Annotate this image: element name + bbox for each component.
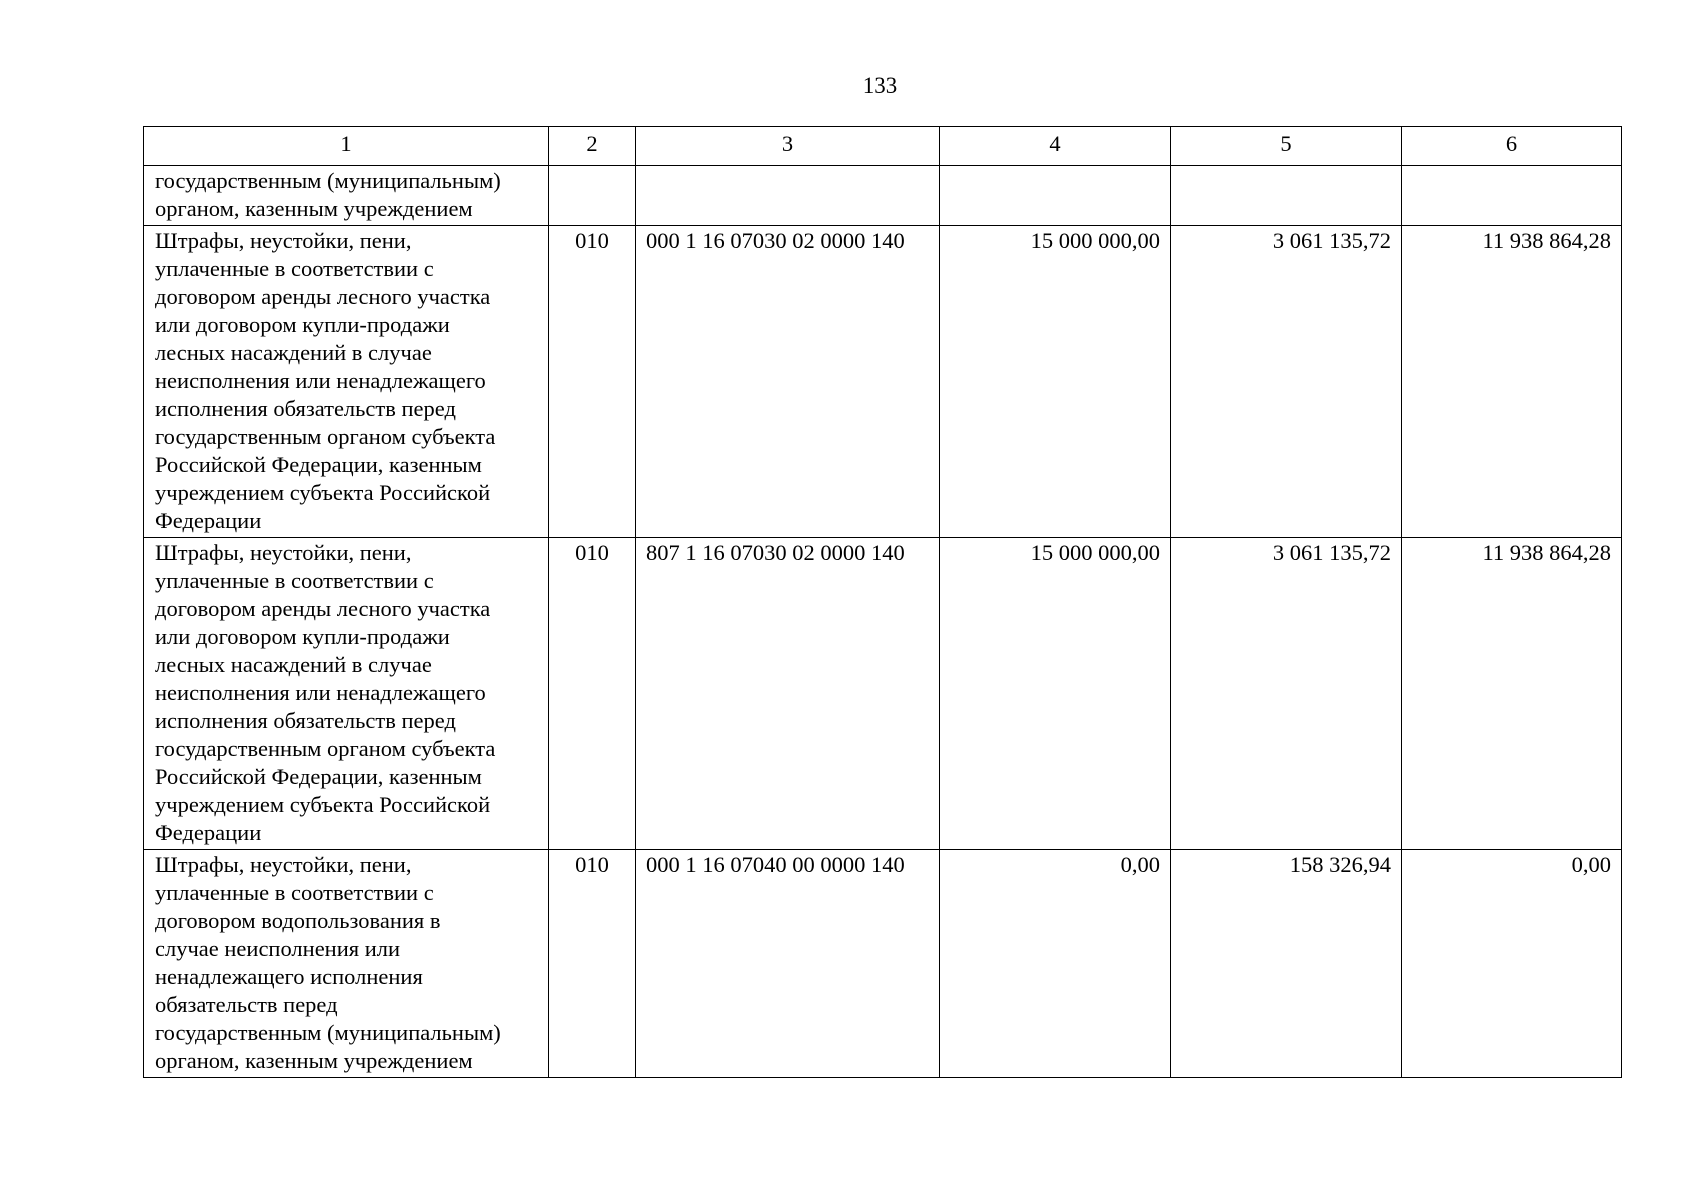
- row-name-cell: государственным (муниципальным) органом, казенным учреждением: [144, 166, 549, 226]
- column-header: 1: [144, 127, 549, 166]
- executed-cell: 3 061 135,72: [1171, 226, 1402, 538]
- column-header: 3: [636, 127, 940, 166]
- not-executed-cell: 11 938 864,28: [1402, 226, 1622, 538]
- row-name-cell: Штрафы, неустойки, пени, уплаченные в соответствии с договором аренды лесного участка или договором купли-продажи лесных насаждений в случае неисполнения или ненадлежащего исполнения обязательств перед государственным органом субъекта Российской Федерации, казенным учреждением субъекта Российской Федерации: [144, 538, 549, 850]
- table-row: [144, 226, 1622, 538]
- column-header: 5: [1171, 127, 1402, 166]
- line-code-cell: 010: [549, 538, 636, 850]
- column-header: 2: [549, 127, 636, 166]
- executed-cell: [1171, 166, 1402, 226]
- budget-table: [143, 126, 1622, 1078]
- not-executed-cell: 11 938 864,28: [1402, 538, 1622, 850]
- table-row: [144, 538, 1622, 850]
- column-header: 6: [1402, 127, 1622, 166]
- income-code-cell: [636, 166, 940, 226]
- row-name-cell: Штрафы, неустойки, пени, уплаченные в соответствии с договором аренды лесного участка или договором купли-продажи лесных насаждений в случае неисполнения или ненадлежащего исполнения обязательств перед государственным органом субъекта Российской Федерации, казенным учреждением субъекта Российской Федерации: [144, 226, 549, 538]
- executed-cell: 158 326,94: [1171, 850, 1402, 1078]
- executed-cell: 3 061 135,72: [1171, 538, 1402, 850]
- page-number: 133: [862, 73, 898, 98]
- column-header: 4: [940, 127, 1171, 166]
- not-executed-cell: 0,00: [1402, 850, 1622, 1078]
- approved-cell: 0,00: [940, 850, 1171, 1078]
- row-name-cell: Штрафы, неустойки, пени, уплаченные в соответствии с договором водопользования в случае неисполнения или ненадлежащего исполнения обязательств перед государственным (муниципальным) органом, казенным учреждением: [144, 850, 549, 1078]
- line-code-cell: 010: [549, 226, 636, 538]
- line-code-cell: [549, 166, 636, 226]
- income-code-cell: 000 1 16 07040 00 0000 140: [636, 850, 940, 1078]
- not-executed-cell: [1402, 166, 1622, 226]
- table-row: [144, 166, 1622, 226]
- approved-cell: 15 000 000,00: [940, 538, 1171, 850]
- approved-cell: [940, 166, 1171, 226]
- table-header-row: [144, 127, 1622, 166]
- approved-cell: 15 000 000,00: [940, 226, 1171, 538]
- table-row: [144, 850, 1622, 1078]
- line-code-cell: 010: [549, 850, 636, 1078]
- income-code-cell: 807 1 16 07030 02 0000 140: [636, 538, 940, 850]
- income-code-cell: 000 1 16 07030 02 0000 140: [636, 226, 940, 538]
